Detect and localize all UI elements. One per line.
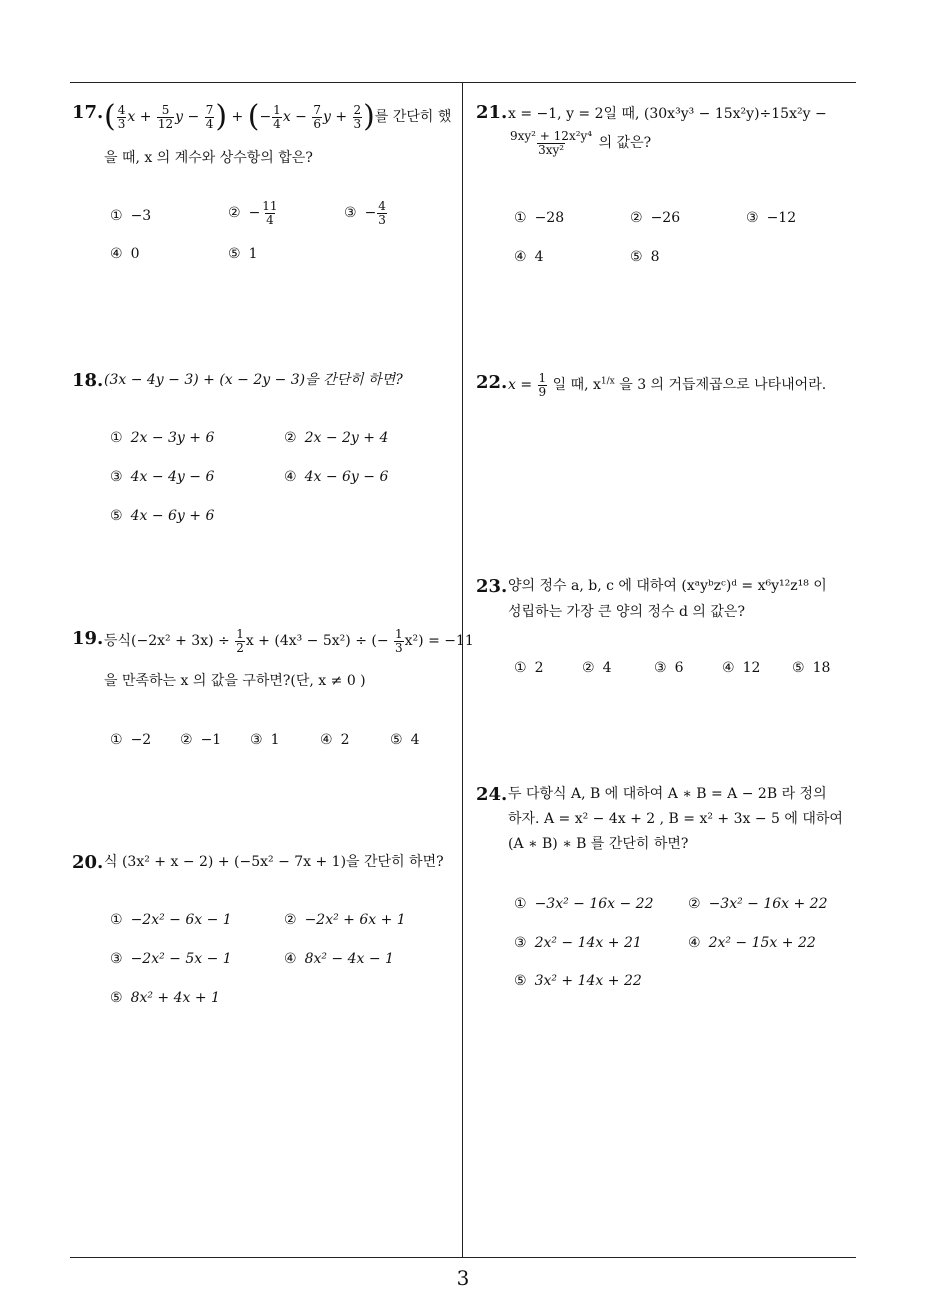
question-18 [72,370,462,530]
question-number: 20. [72,852,104,873]
option-4[interactable]: ④ 4x − 6y − 6 [284,469,389,485]
option-2[interactable]: ② −26 [630,210,681,226]
option-1[interactable]: ① −2x² − 6x − 1 [110,912,232,928]
question-text: 을 때, x 의 계수와 상수항의 합은? [104,150,313,166]
option-4[interactable]: ④ 8x² − 4x − 1 [284,951,394,967]
option-1[interactable]: ① −28 [514,210,565,226]
option-3[interactable]: ③ −12 [746,210,797,226]
option-3[interactable]: ③ 6 [654,660,684,676]
question-24 [476,784,860,994]
page-number: 3 [456,1266,470,1290]
option-4[interactable]: ④ 2 [320,732,350,748]
option-5[interactable]: ⑤ 8 [630,249,660,265]
question-number: 23. [476,576,508,597]
option-4[interactable]: ④ 0 [110,246,140,262]
option-5[interactable]: ⑤ 8x² + 4x + 1 [110,990,220,1006]
option-1[interactable]: ① −3 [110,208,152,224]
option-4[interactable]: ④ 4 [514,249,544,265]
question-22 [476,372,860,422]
option-1[interactable]: ① 2x − 3y + 6 [110,430,215,446]
option-5[interactable]: ⑤ 1 [228,246,258,262]
question-20 [72,852,462,1012]
option-3[interactable]: ③ 2x² − 14x + 21 [514,935,642,951]
question-text: 두 다항식 A, B 에 대하여 A ∗ B = A − 2B 라 정의 [508,786,827,802]
option-3[interactable]: ③ −2x² − 5x − 1 [110,951,232,967]
question-text-line3: (A ∗ B) ∗ B 를 간단히 하면? [508,836,689,852]
question-text: 을 만족하는 x 의 값을 구하면?(단, x ≠ 0 ) [104,673,366,689]
question-number: 24. [476,784,508,805]
option-2[interactable]: ② −2x² + 6x + 1 [284,912,406,928]
question-expression: $\frac{\text{9xy² + 12x²y⁴}}{\text{3xy²}}$ 의 값은? [510,129,652,157]
question-text-line2: 성립하는 가장 큰 양의 정수 d 의 값은? [508,604,745,620]
question-text: 양의 정수 a, b, c 에 대하여 (xᵃyᵇzᶜ)ᵈ = x⁶y¹²z¹⁸ 이 [508,578,827,594]
question-number: 17. [72,102,104,123]
question-text-line2: 하자. A = x² − 4x + 2 , B = x² + 3x − 5 에 대하여 [508,811,843,827]
option-3[interactable]: ③ 4x − 4y − 6 [110,469,215,485]
option-5[interactable]: ⑤ 3x² + 14x + 22 [514,973,642,989]
option-5[interactable]: ⑤ 4x − 6y + 6 [110,508,215,524]
option-3[interactable]: ③ 1 [250,732,280,748]
option-1[interactable]: ① 2 [514,660,544,676]
column-divider [462,82,463,1257]
question-expression: ( $\frac{4}{3}$ x + $\frac{5}{12}$ y − $\frac{7}{4}$ ) + (− $\frac{1}{4}$ x − $\frac{7}{6}$ y + $\frac{2}{3}$ )를 간단히 했 [104,99,452,134]
option-4[interactable]: ④ 2x² − 15x + 22 [688,935,816,951]
top-rule [70,82,856,83]
option-2[interactable]: ② −3x² − 16x + 22 [688,896,828,912]
option-2[interactable]: ② 2x − 2y + 4 [284,430,389,446]
option-1[interactable]: ① −2 [110,732,152,748]
question-21 [476,102,860,272]
question-expression: 등식(−2x² + 3x) ÷ $\frac{1}{2}$ x + (4x³ − 5x²) ÷ (− $\frac{1}{3}$ x²) = −11 [104,627,474,655]
option-4[interactable]: ④ 12 [722,660,761,676]
option-1[interactable]: ① −3x² − 16x − 22 [514,896,654,912]
question-text: 식 (3x² + x − 2) + (−5x² − 7x + 1)을 간단히 하면? [104,854,444,870]
question-number: 18. [72,370,104,391]
question-23 [476,576,860,686]
question-text: (3x − 4y − 3) + (x − 2y − 3)을 간단히 하면? [104,372,403,388]
option-2[interactable]: ② − $\frac{11}{4}$ [228,199,278,227]
option-2[interactable]: ② 4 [582,660,612,676]
question-text: x = $\frac{1}{9}$ 일 때, $x^{1/x}$ 을 3 의 거듭제곱으로 나타내어라. [508,371,827,399]
option-2[interactable]: ② −1 [180,732,222,748]
question-text: x = −1, y = 2일 때, (30x³y³ − 15x²y)÷15x²y − [508,106,827,122]
question-17 [72,99,462,272]
option-5[interactable]: ⑤ 4 [390,732,420,748]
question-number: 19. [72,628,104,649]
question-number: 22. [476,372,508,393]
bottom-rule [70,1257,856,1258]
option-3[interactable]: ③ − $\frac{4}{3}$ [344,199,386,227]
question-number: 21. [476,102,508,123]
option-5[interactable]: ⑤ 18 [792,660,831,676]
question-19 [72,627,474,758]
